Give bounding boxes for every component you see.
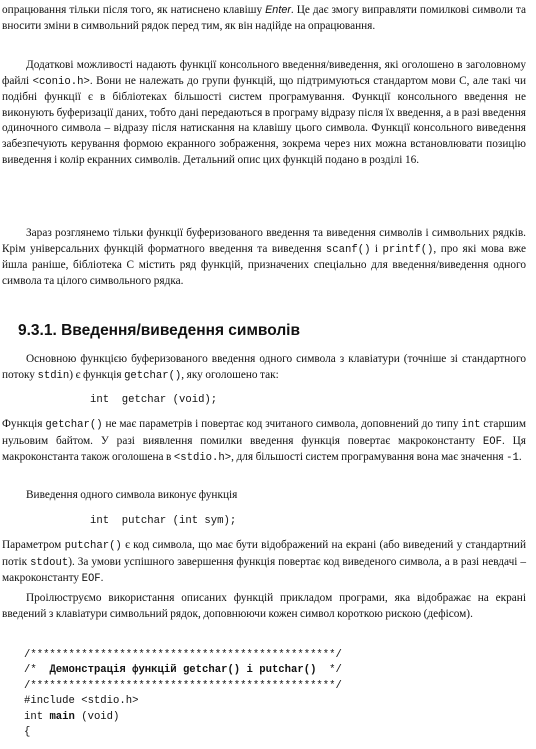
p7-putchar: putchar() xyxy=(64,540,122,552)
code-line-1: /************************************************/ xyxy=(24,649,342,661)
p4-getchar: getchar() xyxy=(124,369,182,382)
p3-printf: printf() xyxy=(382,243,434,256)
p7-eof: EOF xyxy=(81,573,101,586)
paragraph-3 xyxy=(2,226,526,289)
p4-text-a: Основною функцією буферизованого введення одного символа з клавіатури (точніше зі стандартного потоку xyxy=(2,353,526,381)
p5-int: int xyxy=(461,419,481,431)
code-line-5-main: main xyxy=(49,710,75,723)
p1-key-enter: Enter xyxy=(265,4,291,16)
p7-text-b: є код символа, що має бути відображений на екрані (або виведений у стандартний потік xyxy=(2,539,527,568)
p4-text-b: ) є функція xyxy=(69,368,125,381)
p1-text-a: опрацювання тільки після того, як натиснено клавішу xyxy=(2,4,266,16)
getchar-decl-code: int getchar (void); xyxy=(90,394,218,406)
paragraph-2 xyxy=(2,58,526,168)
p5-stdio-header: <stdio.h> xyxy=(173,452,232,465)
putchar-declaration xyxy=(90,514,236,529)
section-heading xyxy=(18,322,518,340)
p4-stdin: stdin xyxy=(37,369,70,382)
p5-text-e: , для більшості систем програмування вона має значення xyxy=(231,451,507,464)
paragraph-7 xyxy=(2,538,526,588)
paragraph-5 xyxy=(2,417,526,467)
p3-scanf: scanf() xyxy=(325,243,371,256)
p5-getchar: getchar() xyxy=(45,419,103,431)
code-line-2 xyxy=(24,663,529,678)
p5-text-d: . Ця макроконстанта також оголошена в xyxy=(2,434,526,464)
p5-text-c: старшим нульовим байтом. У разі виявлення помилки введення функція повертає макроконстанту xyxy=(2,418,526,447)
p5-text-a: Функція xyxy=(2,418,46,430)
p1-text-b: . Це дає змогу виправляти помилкові символи та вносити зміни в символьний рядок перед тим, як він надійде на опрацювання. xyxy=(2,4,526,32)
code-line-2-close: */ xyxy=(316,664,342,677)
p5-eof: EOF xyxy=(482,435,502,448)
code-listing xyxy=(24,648,529,740)
paragraph-6 xyxy=(2,488,526,504)
p2-conio-header: <conio.h> xyxy=(32,75,90,88)
p5-text-b: не має параметрів і повертає код зчитаного символа, доповнений до типу xyxy=(102,418,462,430)
p5-value: -1 xyxy=(506,452,519,465)
p7-text-a: Параметром xyxy=(2,539,65,551)
p3-text-a: Зараз розглянемо тільки функції буферизованого введення та виведення символів і символьних рядків. Крім універсальних функцій форматного введення та виведення xyxy=(2,227,526,255)
paragraph-1 xyxy=(2,3,526,34)
paragraph-4 xyxy=(2,352,526,384)
code-line-2-comment: Демонстрація функцій getchar() і putchar() xyxy=(49,664,317,677)
p2-text-a: Додаткові можливості надають функції консольного введення/виведення, які оголошено в заголовному файлі xyxy=(2,59,526,87)
code-line-6: { xyxy=(24,726,31,739)
p3-text-c: , про які мова вже йшла раніше, бібліотека С містить ряд функцій, призначених спеціально для введення/виведення одного символа та цілого символьного рядка. xyxy=(2,242,527,287)
p7-text-d: . xyxy=(100,572,104,585)
getchar-declaration xyxy=(90,393,217,408)
p3-text-b: і xyxy=(370,242,383,255)
p7-stdout: stdout xyxy=(30,556,69,569)
putchar-decl-code: int putchar (int sym); xyxy=(90,515,237,527)
p5-text-f: . xyxy=(518,451,522,464)
p6-text: Виведення одного символа виконує функція xyxy=(26,489,238,501)
code-line-3: /************************************************/ xyxy=(24,679,342,692)
code-line-5 xyxy=(24,710,529,725)
code-line-5-type: int xyxy=(24,710,50,723)
p2-text-b: . Вони не належать до групи функцій, що підтримуються стандартом мови С, але такі чи подібні функції є в бібліотеках більшості систем програмування. Функції консольного введення не виконують буферизації даних, тобто дані передаються в програму відразу після їх введення, а в разі введення одиночного символа – відразу після натискання на клавішу цього символа. Функції консольного виведення забезпечують керування формою екранного зображення, зокрема через них можна встановлювати позицію виведення і колір екранних символів. Детальний опис цих функцій подано в розділі 16. xyxy=(2,74,526,166)
p8-text: Проілюструємо використання описаних функцій прикладом програми, яка відображає на екрані введений з клавіатури символьний рядок, доповнюючи кожен символ короткою рискою (дефісом). xyxy=(2,592,526,620)
p7-text-c: ). За умови успішного завершення функція повертає код виведеного символа, а в разі невдачі – макроконстанту xyxy=(2,555,526,585)
paragraph-8 xyxy=(2,591,526,622)
code-line-5-args: (void) xyxy=(74,710,120,723)
section-title: 9.3.1. Введення/виведення символів xyxy=(18,322,300,339)
p4-text-c: , яку оголошено так: xyxy=(181,368,279,381)
code-line-2-open: /* xyxy=(24,664,50,677)
code-line-4: #include <stdio.h> xyxy=(24,695,139,708)
